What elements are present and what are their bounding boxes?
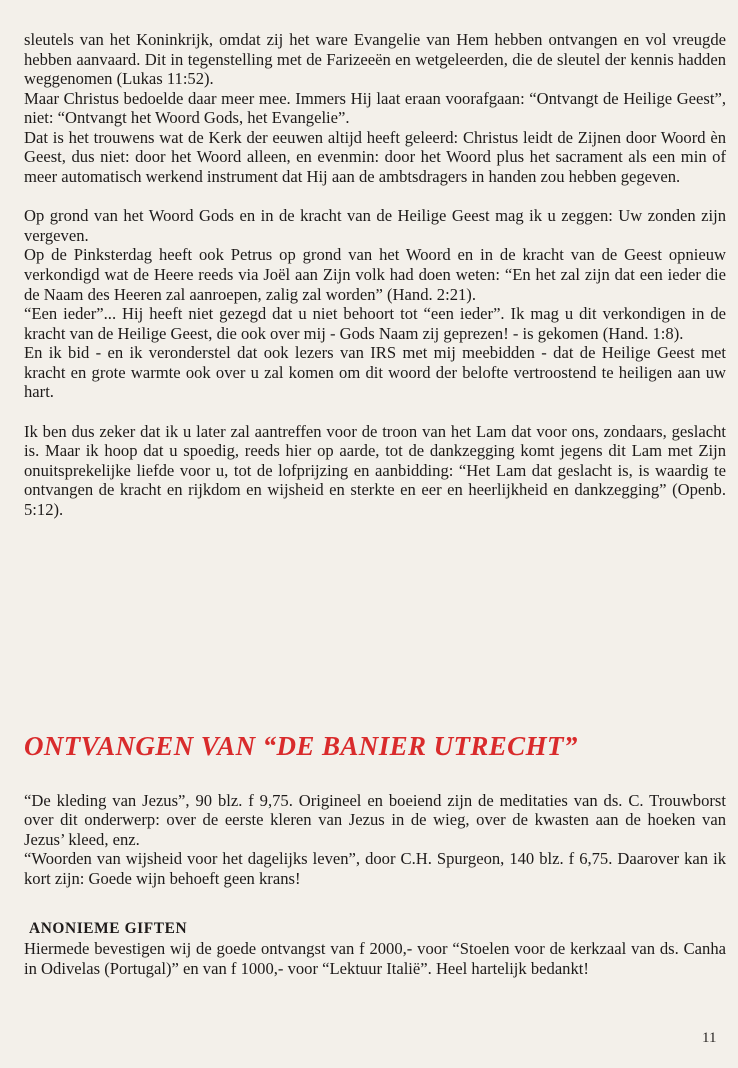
paragraph: “Een ieder”... Hij heeft niet gezegd dat u niet behoort tot “een ieder”. Ik mag u dit verkondigen in de kracht van de Heilige Geest, die ook over mij - Gods Naam zij geprezen! - is gekomen (Hand. 1:8). — [24, 304, 726, 343]
page-number: 11 — [702, 1030, 717, 1046]
paragraph: Op de Pinksterdag heeft ook Petrus op grond van het Woord en in de kracht van de Geest opnieuw verkondigd wat de Heere reeds via Joël aan Zijn volk had doen weten: “En het zal zijn dat een ieder die de Naam des Heeren zal aanroepen, zalig zal worden” (Hand. 2:21). — [24, 245, 726, 304]
paragraph: Op grond van het Woord Gods en in de kracht van de Heilige Geest mag ik u zeggen: Uw zonden zijn vergeven. — [24, 206, 726, 245]
paragraph-gap — [24, 402, 726, 422]
paragraph-gap — [24, 186, 726, 206]
paragraph: En ik bid - en ik veronderstel dat ook lezers van IRS met mij meebidden - dat de Heilige Geest met kracht en grote warmte ook over u zal komen om dit woord der belofte vertroostend te heiligen aan uw hart. — [24, 343, 726, 402]
paragraph: Ik ben dus zeker dat ik u later zal aantreffen voor de troon van het Lam dat voor ons, zondaars, geslacht is. Maar ik hoop dat u spoedig, reeds hier op aarde, tot de dankzegging komt jegens dit Lam met Zijn onuitsprekelijke liefde voor u, tot de lofprijzing en aanbidding: “Het Lam dat geslacht is, is waardig te ontvangen de kracht en rijkdom en wijsheid en sterkte en eer en heerlijkheid en dankzegging” (Openb. 5:12). — [24, 421, 726, 520]
book-review: “Woorden van wijsheid voor het dagelijks leven”, door C.H. Spurgeon, 140 blz. f 6,75. Daarover kan ik kort zijn: Goede wijn behoeft geen krans! — [24, 849, 726, 888]
paragraph: sleutels van het Koninkrijk, omdat zij het ware Evangelie van Hem hebben ontvangen en vol vreugde hebben aanvaard. Dit in tegenstelling met de Farizeeën en wetgeleerden, die de sleutel der kennis hadden weggenomen (Lukas 11:52). — [24, 30, 726, 89]
gifts-section — [24, 939, 726, 978]
book-reviews — [24, 791, 726, 888]
main-article — [24, 30, 726, 520]
paragraph: Dat is het trouwens wat de Kerk der eeuwen altijd heeft geleerd: Christus leidt de Zijnen door Woord èn Geest, dus niet: door het Woord alleen, en evenmin: door het Woord plus het sacrament als een min of meer automatisch werkend instrument dat Hij aan de ambtsdragers in handen zou hebben gegeven. — [24, 127, 726, 186]
gifts-text: Hiermede bevestigen wij de goede ontvangst van f 2000,- voor “Stoelen voor de kerkzaal van ds. Canha in Odivelas (Portugal)” en van f 1000,- voor “Lektuur Italië”. Heel hartelijk bedankt! — [24, 939, 726, 978]
paragraph: Maar Christus bedoelde daar meer mee. Immers Hij laat eraan voorafgaan: “Ontvangt de Heilige Geest”, niet: “Ontvangt het Woord Gods, het Evangelie”. — [24, 88, 726, 128]
gifts-heading: ANONIEME GIFTEN — [29, 920, 188, 937]
book-review: “De kleding van Jezus”, 90 blz. f 9,75. Origineel en boeiend zijn de meditaties van ds. C. Trouwborst over dit onderwerp: over de eerste kleren van Jezus in de wieg, over de kwasten aan de hoeken van Jezus’ kleed, enz. — [24, 791, 726, 849]
section-heading: ONTVANGEN VAN “DE BANIER UTRECHT” — [24, 731, 578, 761]
